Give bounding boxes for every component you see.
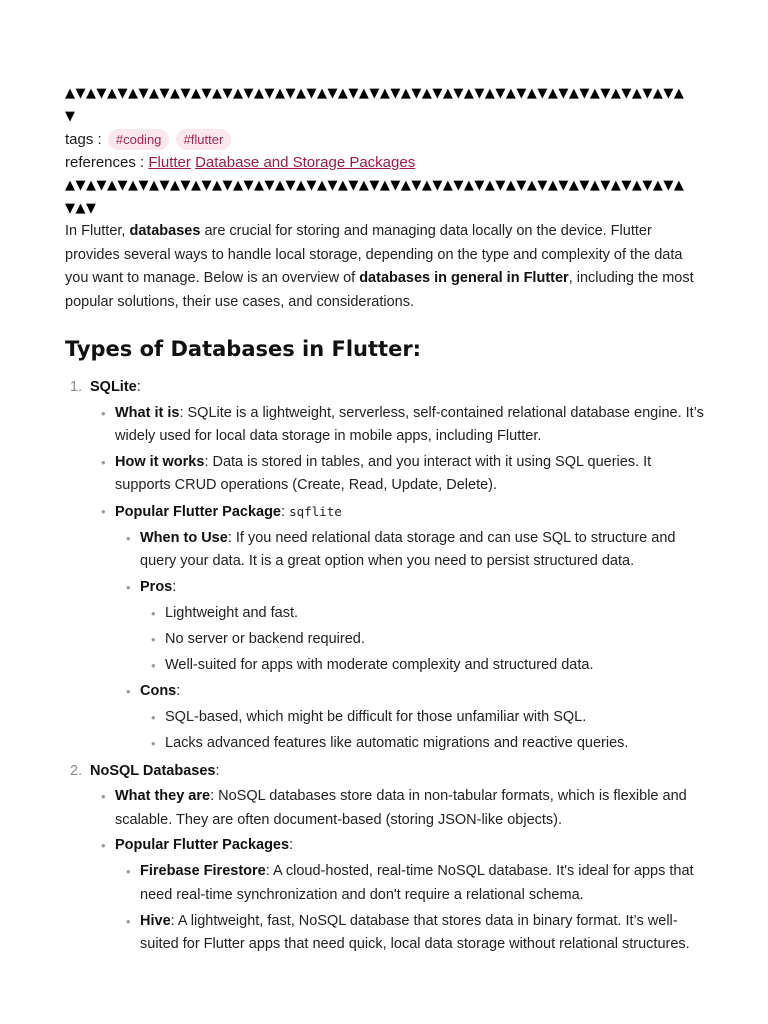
- tags-row: [65, 128, 705, 151]
- sqlite-what-it-is: [90, 402, 705, 449]
- tag-coding[interactable]: #coding: [108, 129, 170, 150]
- list-number: 2.: [70, 762, 83, 779]
- sqlite-details: [90, 402, 705, 756]
- how-it-works-label: How it works: [115, 453, 205, 470]
- hive-text: : A lightweight, fast, NoSQL database that stores data in binary format. It’s well-suited for Flutter apps that need quick, local data storage without relational structures.: [140, 912, 690, 952]
- what-they-are-label: What they are: [115, 788, 211, 804]
- sqlite-package: [90, 500, 705, 756]
- pros-item: • No server or backend required.: [140, 628, 705, 652]
- intro-paragraph: [65, 220, 697, 314]
- list-item-nosql: [65, 760, 705, 957]
- decorative-triangle-divider-top: ▲▼▲▼▲▼▲▼▲▼▲▼▲▼▲▼▲▼▲▼▲▼▲▼▲▼▲▼▲▼▲▼▲▼▲▼▲▼▲▼▲▼▲▼▲▼▲▼▲▼▲▼▲▼▲▼▲▼▲▼: [65, 86, 685, 124]
- sqlite-cons: [115, 680, 705, 756]
- nosql-title-colon: :: [215, 762, 220, 779]
- decorative-triangle-divider-bottom: ▲▼▲▼▲▼▲▼▲▼▲▼▲▼▲▼▲▼▲▼▲▼▲▼▲▼▲▼▲▼▲▼▲▼▲▼▲▼▲▼▲▼▲▼▲▼▲▼▲▼▲▼▲▼▲▼▲▼▲▼▲▼: [65, 178, 685, 216]
- firestore-text: : A cloud-hosted, real-time NoSQL database. It's ideal for apps that need real-time synchronization and don't require a relational schema.: [140, 863, 694, 903]
- sqlite-how-it-works: [90, 451, 705, 498]
- sqlite-title-row: [90, 376, 705, 400]
- package-hive: [115, 910, 705, 957]
- when-to-use-text: : If you need relational data storage and can use SQL to structure and query your data. It is a great option when you need to persist structured data.: [140, 529, 676, 569]
- nosql-packages: [90, 834, 705, 957]
- nosql-details: [90, 785, 705, 957]
- database-types-list: [65, 376, 705, 957]
- cons-colon: :: [176, 683, 181, 699]
- sqlite-when-to-use: [115, 527, 705, 574]
- packages-label: Popular Flutter Packages: [115, 837, 290, 853]
- intro-bold-general: databases in general in Flutter: [359, 270, 569, 286]
- nosql-title-row: [90, 760, 705, 784]
- tags-label: tags :: [65, 131, 106, 148]
- how-it-works-text: : Data is stored in tables, and you interact with it using SQL queries. It supports CRUD operations (Create, Read, Update, Delete).: [115, 453, 652, 493]
- nosql-what-they-are: [90, 785, 705, 832]
- references-label: references :: [65, 154, 149, 171]
- pros-item: • Well-suited for apps with moderate complexity and structured data.: [140, 654, 705, 678]
- intro-text-1: In Flutter,: [65, 223, 130, 239]
- package-label: Popular Flutter Package: [115, 503, 281, 520]
- note-content: [65, 82, 705, 957]
- nosql-packages-list: [115, 860, 705, 957]
- cons-label: Cons: [140, 683, 177, 699]
- intro-text-2: are crucial for storing and managing data locally on the device. Flutter provides several ways to handle local storage, depending on the type and complexity of the data you want to manage. Below is an overview of: [65, 223, 683, 286]
- nosql-title: NoSQL Databases: [90, 762, 216, 779]
- what-it-is-text: : SQLite is a lightweight, serverless, self-contained relational database engine. It’s widely used for local data storage in mobile apps, including Flutter.: [115, 404, 704, 444]
- sqlite-title-colon: :: [136, 379, 141, 395]
- list-item-sqlite: [65, 376, 705, 756]
- cons-item: • SQL-based, which might be difficult for those unfamiliar with SQL.: [140, 706, 705, 730]
- pros-colon: :: [172, 579, 177, 595]
- what-it-is-label: What it is: [115, 404, 180, 421]
- package-code-sqflite: sqflite: [289, 503, 342, 519]
- pros-label: Pros: [140, 579, 173, 595]
- cons-list: [140, 706, 705, 756]
- pros-item: • Lightweight and fast.: [140, 602, 705, 626]
- firestore-label: Firebase Firestore: [140, 863, 266, 879]
- section-heading: Types of Databases in Flutter:: [65, 337, 422, 361]
- tag-flutter[interactable]: #flutter: [176, 129, 232, 150]
- list-number: 1.: [70, 379, 83, 395]
- sqlite-pros: [115, 576, 705, 678]
- hive-label: Hive: [140, 912, 171, 929]
- cons-item: • Lacks advanced features like automatic migrations and reactive queries.: [140, 732, 705, 756]
- reference-link-database-storage-packages[interactable]: Database and Storage Packages: [195, 154, 416, 171]
- sqlite-title: SQLite: [90, 379, 137, 395]
- intro-bold-databases: databases: [129, 223, 201, 239]
- package-firebase-firestore: [115, 860, 705, 907]
- sqlite-package-details: [115, 527, 705, 756]
- pros-list: [140, 602, 705, 678]
- references-row: [65, 151, 705, 174]
- package-separator: :: [281, 503, 290, 520]
- packages-colon: :: [289, 837, 294, 853]
- when-to-use-label: When to Use: [140, 529, 228, 546]
- what-they-are-text: : NoSQL databases store data in non-tabular formats, which is flexible and scalable. They are often document-based (storing JSON-like objects).: [115, 788, 687, 828]
- intro-text-3: , including the most popular solutions, their use cases, and considerations.: [65, 270, 694, 310]
- reference-link-flutter[interactable]: Flutter: [148, 154, 191, 171]
